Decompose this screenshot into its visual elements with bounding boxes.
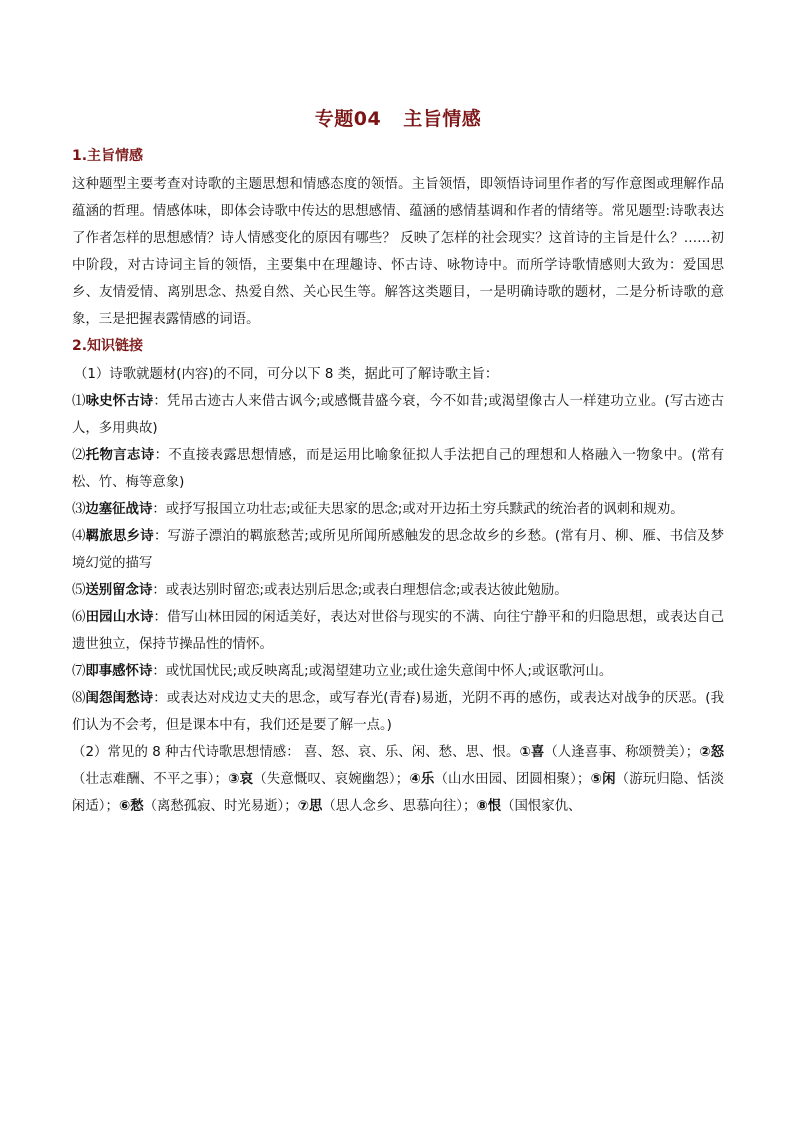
type-name: 田园山水诗 [85, 610, 154, 625]
type-text: ：写游子漂泊的羁旅愁苦;或所见所闻所感触发的思念故乡的乡愁。(常有月、柳、雁、书信及梦境幻觉的描写 [72, 529, 725, 571]
poem-type-item [72, 388, 724, 442]
emotion-text: （失意慨叹、哀婉幽怨）； [253, 772, 410, 787]
emotion-text: （离愁孤寂、时光易逝）； [143, 799, 298, 814]
emotion-name: 怒 [710, 745, 724, 760]
type-text: ：或表达对戍边丈夫的思念，或写春光(青春)易逝，光阴不再的感伤，或表达对战争的厌恶。(我们认为不会考，但是课本中有，我们还是要了解一点。) [72, 691, 725, 733]
title-text: 主旨情感 [403, 108, 482, 130]
type-name: 托物言志诗 [85, 448, 155, 463]
type-name: 咏史怀古诗 [85, 394, 154, 409]
type-name: 边塞征战诗 [85, 502, 153, 517]
emotion-text: （国恨家仇、 [501, 799, 582, 814]
page-title [72, 104, 724, 131]
emotion-text: （人逢喜事、称颂赞美）； [544, 745, 700, 760]
type-text: ：或忧国忧民;或反映离乱;或渴望建功立业;或仕途失意闺中怀人;或讴歌河山。 [152, 664, 613, 679]
type-number: ⑹ [72, 610, 86, 625]
type-number: ⑶ [72, 502, 86, 517]
emotion-text: （游玩归隐、恬淡闲适）； [72, 772, 725, 814]
type-number: ⑸ [72, 583, 86, 598]
type-number: ⑺ [72, 664, 86, 679]
section-1-body: 这种题型主要考查对诗歌的主题思想和情感态度的领悟。主旨领悟，即领悟诗词里作者的写作意图或理解作品蕴涵的哲理。情感体味，即体会诗歌中传达的思想感情、蕴涵的感情基调和作者的情绪等。常见题型:诗歌表达了作者怎样的思想感情？诗人情感变化的原因有哪些？ 反映了怎样的社会现实？这首诗的主旨是什么？……初中阶段，对古诗词主旨的领悟，主要集中在理趣诗、怀古诗、咏物诗中。而所学诗歌情感则大致为：爱国思乡、友情爱情、离别思念、热爱自然、关心民生等。解答这类题目，一是明确诗歌的题材，二是分析诗歌的意象，三是把握表露情感的词语。 [72, 177, 724, 327]
type-name: 即事感怀诗 [85, 664, 153, 679]
emotion-name: 思 [308, 799, 323, 814]
poem-type-item [72, 523, 724, 577]
sub-1-intro: （1）诗歌就题材(内容)的不同，可分以下 8 类，据此可了解诗歌主旨： [74, 367, 499, 382]
poem-type-item [72, 577, 724, 604]
emotion-name: 哀 [239, 772, 254, 787]
sub-2-paragraph: （2）常见的 8 种古代诗歌思想情感： 喜、怒、哀、乐、闲、愁、思、恨。①喜（人逢喜事、称颂赞美）；②怒（壮志难酬、不平之事）；③哀（失意慨叹、哀婉幽怨）；④乐（山水田园、团圆相聚）；⑤闲（游玩归隐、恬淡闲适）；⑥愁（离愁孤寂、时光易逝）；⑦思（思人念乡、思慕向往）；⑧恨（国恨家仇、 [72, 745, 725, 814]
sub-2-intro: （2）常见的 8 种古代诗歌思想情感： 喜、怒、哀、乐、闲、愁、思、恨。 [72, 745, 520, 760]
type-name: 闺怨闺愁诗 [85, 691, 154, 706]
poem-type-item [72, 442, 724, 496]
emotion-text: （壮志难酬、不平之事）； [72, 772, 228, 787]
document-page [72, 96, 724, 820]
section-2-heading: 2.知识链接 [72, 338, 144, 354]
emotion-name: 乐 [420, 772, 435, 787]
poem-type-item [72, 685, 724, 739]
type-number: ⑻ [72, 691, 86, 706]
poem-type-item [72, 496, 724, 523]
type-text: ：或表达别时留恋;或表达别后思念;或表白理想信念;或表达彼此勉励。 [152, 583, 568, 598]
type-text: ：借写山林田园的闲适美好，表达对世俗与现实的不满、向往宁静平和的归隐思想，或表达自己遗世独立，保持节操品性的情怀。 [72, 610, 725, 652]
emotion-text: （思人念乡、思慕向往）； [322, 799, 477, 814]
type-name: 送别留念诗 [85, 583, 153, 598]
type-text: ：不直接表露思想情感，而是运用比喻象征拟人手法把自己的理想和人格融入一物象中。(常有松、竹、梅等意象) [72, 448, 724, 490]
type-number: ⑵ [72, 448, 86, 463]
type-name: 羁旅思乡诗 [85, 529, 154, 544]
title-number: 专题04 [314, 108, 382, 130]
poem-type-item [72, 658, 724, 685]
emotion-name: 喜 [530, 745, 545, 760]
emotion-name: 愁 [130, 799, 144, 814]
type-number: ⑴ [72, 394, 86, 409]
emotion-name: 闲 [602, 772, 616, 787]
section-1-heading: 1.主旨情感 [72, 148, 144, 164]
poem-type-item [72, 604, 724, 658]
type-text: ：凭吊古迹古人来借古讽今;或感慨昔盛今衰，今不如昔;或渴望像古人一样建功立业。(写古迹古人，多用典故) [72, 394, 724, 436]
poem-type-list [72, 388, 724, 739]
emotion-name: 恨 [487, 799, 502, 814]
emotion-text: （山水田园、团圆相聚）； [434, 772, 591, 787]
type-text: ：或抒写报国立功壮志;或征夫思家的思念;或对开边拓土穷兵黩武的统治者的讽刺和规劝。 [152, 502, 684, 517]
type-number: ⑷ [72, 529, 86, 544]
